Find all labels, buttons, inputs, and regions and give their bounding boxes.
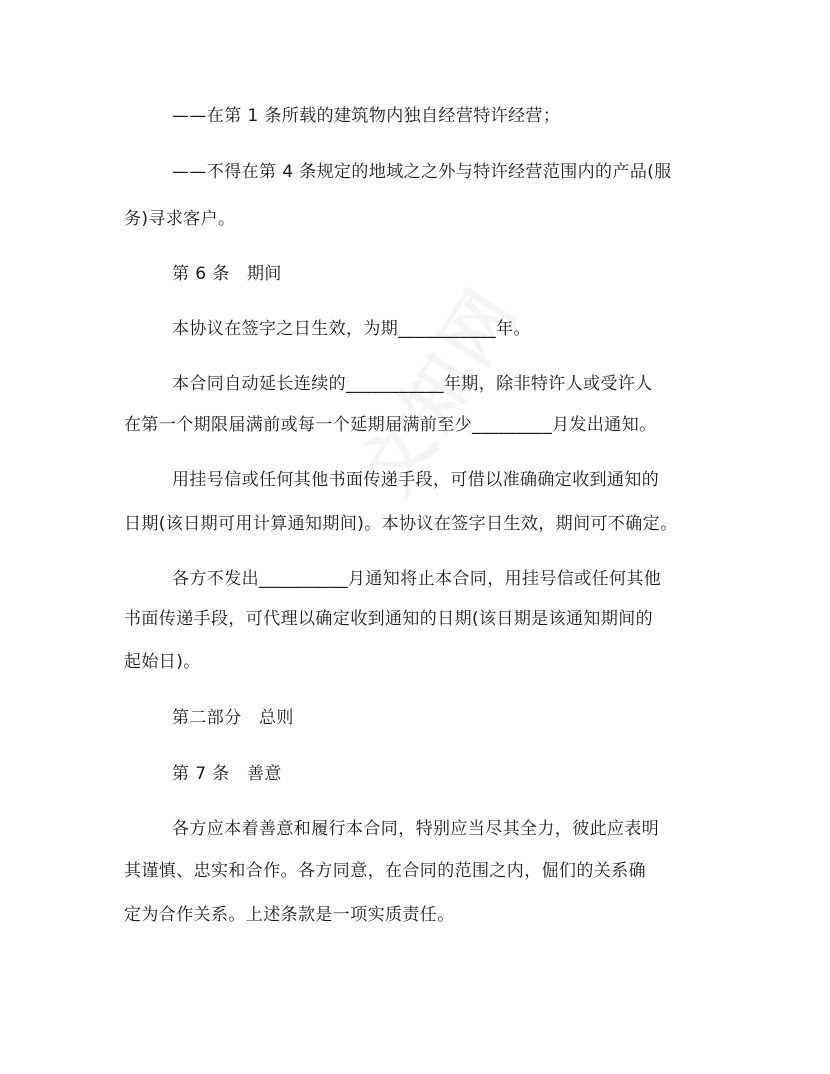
text-line: 其谨慎、忠实和合作。各方同意，在合同的范围之内，倔们的关系确 xyxy=(124,861,646,881)
text-line: 本协议在签字之日生效，为期___________年。 xyxy=(172,319,531,339)
text-line: 定为合作关系。上述条款是一项实质责任。 xyxy=(124,905,455,925)
text-line: 起始日)。 xyxy=(124,652,201,672)
section-heading: 第 7 条 善意 xyxy=(172,764,282,784)
text-line: 日期(该日期可用计算通知期间)。本协议在签字日生效，期间可不确定。 xyxy=(124,514,678,534)
text-line: ——不得在第 4 条规定的地域之之外与特许经营范围内的产品(服 xyxy=(172,162,672,182)
text-line: 本合同自动延长连续的___________年期，除非特许人或受许人 xyxy=(172,374,653,394)
text-line: 务)寻求客户。 xyxy=(124,209,236,229)
text-line: 各方应本着善意和履行本合同，特别应当尽其全力，彼此应表明 xyxy=(172,819,660,839)
part-heading: 第二部分 总则 xyxy=(172,708,294,728)
text-line: 书面传递手段，可代理以确定收到通知的日期(该日期是该通知期间的 xyxy=(124,609,654,629)
text-line: 在第一个期限届满前或每一个延期届满前至少_________月发出通知。 xyxy=(124,415,657,435)
text-line: 用挂号信或任何其他书面传递手段，可借以准确确定收到通知的 xyxy=(172,470,660,490)
text-line: 各方不发出__________月通知将止本合同，用挂号信或任何其他 xyxy=(172,569,662,589)
section-heading: 第 6 条 期间 xyxy=(172,264,282,284)
text-line: ——在第 1 条所载的建筑物内独自经营特许经营； xyxy=(172,106,561,126)
